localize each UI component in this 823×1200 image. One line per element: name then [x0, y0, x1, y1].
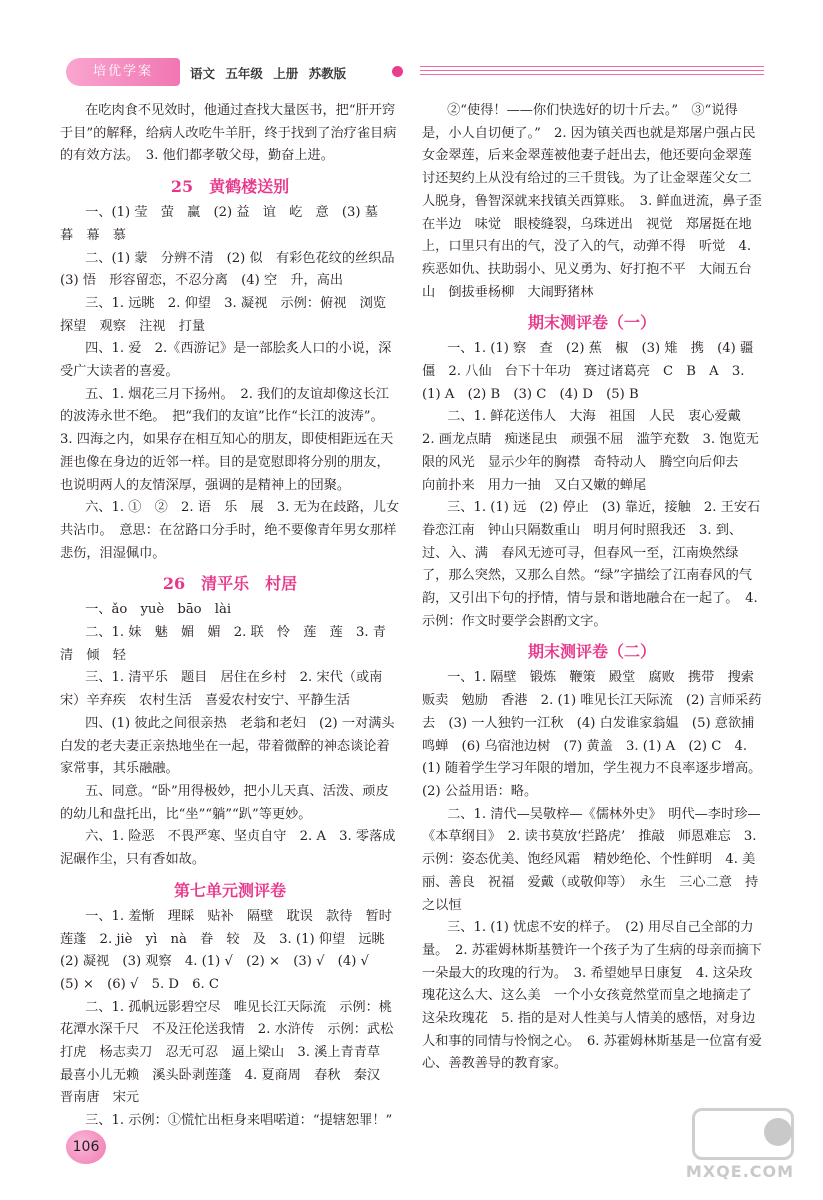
section-title: 期末测评卷（二） [527, 642, 656, 662]
section-title: 26 清平乐 村居 [162, 574, 298, 594]
answer-paragraph: 三、1. (1) 忧虑不安的样子。 (2) 用尽自己全部的力量。 2. 苏霍姆林斯基赞许一个孩子为了生病的母亲而摘下一朵最大的玫瑰的行为。 3. 希望她早日康复 4. 这朵玫瑰花这么大、这么美 一个小女孩竟然堂而皇之地摘走了这朵玫瑰花 5. 指的是对人性美与人情美的感悟，对身边人和事的同情与怜悯之心。 6. 苏霍姆林斯基是一位富有爱心、善教善导的教育家。 [422, 920, 762, 1072]
answer-paragraph: 二、1. 孤帆远影碧空尽 唯见长江天际流 示例：桃花潭水深千尺 不及汪伦送我情 2. 水浒传 示例：武松打虎 杨志卖刀 忍无可忍 逼上梁山 3. 溪上青青草 最喜小儿无赖 溪头卧剥莲蓬 4. 夏商周 春秋 秦汉 晋南唐 宋元 [60, 999, 394, 1106]
book-info [190, 64, 346, 82]
subject-label: 语文 [190, 66, 216, 81]
edition-label: 苏教版 [308, 66, 347, 81]
watermark-stamp-icon [764, 1118, 792, 1146]
section-title: 第七单元测评卷 [173, 880, 286, 900]
answer-paragraph: 五、1. 烟花三月下扬州。 2. 我们的友谊却像这长江的波涛永世不绝。 把“我们的友谊”比作“长江的波涛”。 3. 四海之内，如果存在相互知心的朋友，即使相距远在天涯也像在身边的近邻一样。目的是宽慰即将分别的朋友，也说明两人的友情深厚，强调的是精神上的団聚。 [60, 386, 394, 493]
grade-label: 五年级 [225, 66, 263, 81]
answer-paragraph: 二、1. 妹 魅 媚 媚 2. 联 怜 莲 莲 3. 青 清 倾 轻 [60, 625, 400, 663]
answer-paragraph: 三、1. 清平乐 题目 居住在乡村 2. 宋代（或南宋）辛弃疾 农村生活 喜爱农村安宁、平静生活 [60, 670, 383, 709]
left-answer-column [60, 100, 408, 1133]
page-number: 106 [66, 1130, 106, 1164]
answer-paragraph: 一、1. 羞惭 理睬 贴补 隔壁 耽误 款待 暂时 莲蓬 2. jiè yì nà 眷 较 及 3. (1) 仰望 远眺 (2) 凝视 (3) 观察 4. (1) √ (2) × (3) √ (4) √ (5) × (6) √ 5. D 6. C [60, 908, 406, 992]
volume-label: 上册 [273, 66, 299, 81]
answer-paragraph: 二、1. 清代—吴敬梓—《儒林外史》 明代—李时珍—《本草纲目》 2. 读书莫放‘拦路虎’ 推敲 师恩难忘 3. 示例：姿态优美、饱经风霜 精妙绝伦、个性鲜明 4. 美丽、善良 祝福 爱戴（或敬仰等） 永生 三心二意 持之以恒 [422, 806, 761, 913]
answer-paragraph: 三、1. 示例：①慌忙出柜身来唱喏道：“提辖恕罪！” [85, 1113, 393, 1129]
series-brand-tab: 培优学案 [66, 58, 180, 86]
answer-paragraph: 二、(1) 蒙 分辨不清 (2) 似 有彩色花纹的丝织品 (3) 悟 形容留恋，不忍分离 (4) 空 升，高出 [60, 250, 408, 289]
page-header [66, 56, 764, 90]
watermark-logo [680, 1108, 800, 1190]
section-title: 25 黄鹤楼送别 [170, 177, 290, 197]
answer-paragraph: 六、1. ① ② 2. 语 乐 展 3. 无为在歧路，儿女共沾巾。 意思：在岔路口分手时，绝不要像青年男女那样悲伤，泪湿佩巾。 [60, 500, 400, 561]
header-dot-icon [392, 66, 403, 77]
answer-paragraph: 在吃肉食不见效时，他通过查找大量医书，把“肝开窍于目”的解释，给病人改吃牛羊肝，终于找到了治疗雀目病的有效方法。 3. 他们都孝敬父母，勤奋上进。 [60, 103, 397, 164]
watermark-text: MXQE.COM [685, 1162, 795, 1181]
answer-paragraph: 三、1. (1) 远 (2) 停止 (3) 靠近，接触 2. 王安石 眷恋江南 钟山只隔数重山 明月何时照我还 3. 到、过、入、满 春风无迹可寻，但春风一至，江南焕然绿了，那么突然，又那么自然。“绿”字描绘了江南春风的气韵，又引出下句的抒情，情与景和谐地融合在一起了。 4. 示例：作文时要学会斟酌文字。 [422, 500, 774, 629]
answer-paragraph: 五、同意。“卧”用得极妙，把小儿天真、活泼、顽皮的幼儿和盘托出，比“坐”“躺”“趴”等更妙。 [60, 783, 389, 822]
answer-paragraph: 三、1. 远眺 2. 仰望 3. 凝视 示例：俯视 浏览 探望 观察 注视 打量 [60, 295, 400, 334]
answer-paragraph: 一、1. (1) 察 查 (2) 蕉 椒 (3) 雉 携 (4) 疆 僵 2. 八仙 台下十年功 赛过诸葛亮 C B A 3. (1) A (2) B (3) C (4) D (5) B [422, 341, 767, 402]
answer-paragraph: 一、1. 隔壁 锻炼 鞭策 殿堂 腐败 携带 搜索 贩卖 勉励 香港 2. (1) 唯见长江天际流 (2) 言师采药去 (3) 一人独钓一江秋 (4) 白发谁家翁媪 (5) 意欲捕鸣蝉 (6) 乌宿池边树 (7) 黄盖 3. (1) A (2) C 4. (1) 随着学生学习年限的增加，学生视力不良率逐步增高。 (2) 公益用语：略。 [422, 670, 768, 799]
answer-paragraph: 一、(1) 莹 萤 赢 (2) 益 谊 屹 意 (3) 墓 暮 幕 慕 [60, 205, 392, 243]
answer-paragraph: 四、(1) 彼此之间很亲热 老翁和老妇 (2) 一对满头白发的老夫妻正亲热地坐在一起，带着微醉的神态谈论着家常事，其乐融融。 [60, 715, 395, 777]
right-answer-column [422, 100, 774, 1076]
answer-paragraph: 二、1. 鲜花送伟人 大海 祖国 人民 衷心爱戴 2. 画龙点睛 痴迷昆虫 顽强不屈 滥竽充数 3. 饱览无限的风光 显示少年的胸襟 奇特动人 腾空向后仰去 向前扑来 用力一抽 又白又嫩的蝉尾 [422, 409, 759, 493]
answer-paragraph: ②“使得！——你们快选好的切十斤去。” ③“说得是，小人自切便了。” 2. 因为镇关西也就是郑屠户强占民女金翠莲，后来金翠莲被他妻子赶出去，他还要向金翠莲讨还契约上从没有给过的三千贯钱。为了让金翠莲父女二人脱身，鲁智深就来找镇关西算账。 3. 鲜血迸流，鼻子歪在半边 味觉 眼棱缝裂，乌珠迸出 视觉 郑屠挺在地上，口里只有出的气，没了入的气，动弹不得 听觉 4. 疾恶如仇、扶助弱小、见义勇为、好打抱不平 大闹五台山 倒拔垂杨柳 大闹野猪林 [422, 103, 762, 300]
answer-paragraph: 六、1. 险恶 不畏严寒、坚贞自守 2. A 3. 零落成泥碾作尘，只有香如故。 [60, 829, 396, 868]
answer-paragraph: 一、ǎo yuè bāo lài [85, 602, 232, 618]
section-title: 期末测评卷（一） [527, 313, 656, 333]
header-rule-lines [420, 66, 764, 78]
answer-paragraph: 四、1. 爱 2.《西游记》是一部脍炙人口的小说，深受广大读者的喜爱。 [60, 341, 392, 380]
